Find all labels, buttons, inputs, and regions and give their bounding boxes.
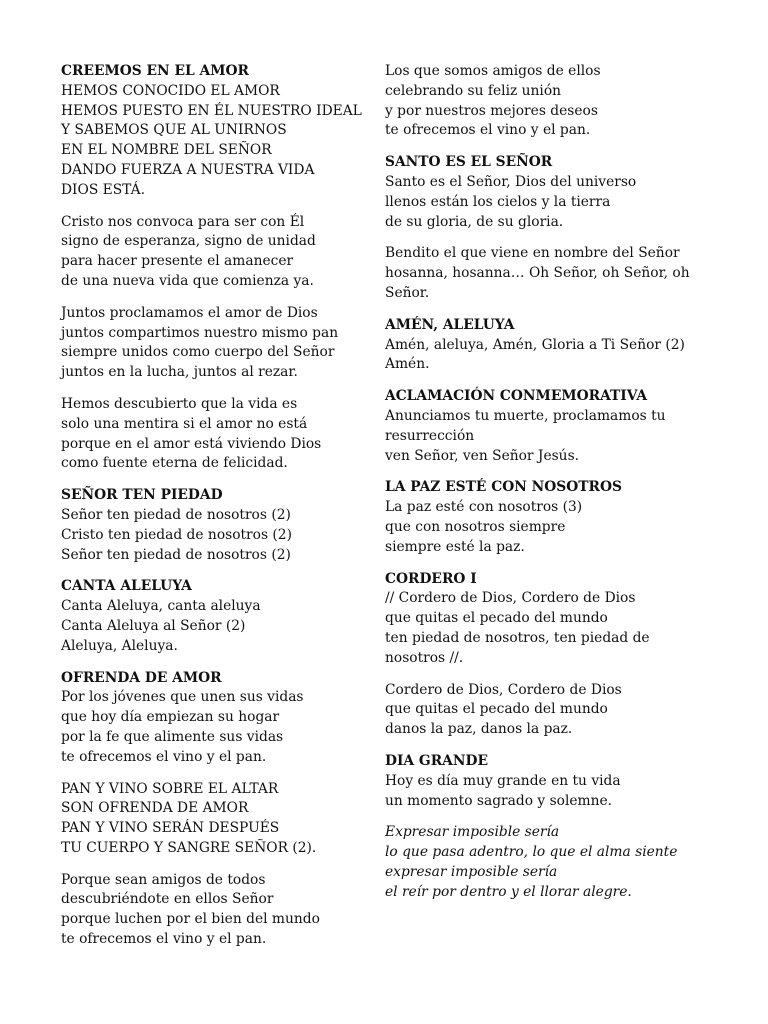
song-title: CREEMOS EN EL AMOR xyxy=(61,63,249,79)
lyric-line: Aleluya, Aleluya. xyxy=(61,637,178,654)
lyric-line: PAN Y VINO SERÁN DESPUÉS xyxy=(61,820,280,837)
song-block xyxy=(385,316,685,375)
lyric-line: Señor ten piedad de nosotros (2) xyxy=(61,506,291,523)
lyric-line: Canta Aleluya al Señor (2) xyxy=(61,617,246,634)
lyric-line: Expresar imposible sería xyxy=(385,824,560,841)
song-block xyxy=(61,62,371,201)
song-title: LA PAZ ESTÉ CON NOSOTROS xyxy=(385,479,622,496)
lyric-line: Hoy es día muy grande en tu vida xyxy=(385,772,621,789)
lyric-line: Cristo nos convoca para ser con Él xyxy=(61,213,305,230)
lyric-line: lo que pasa adentro, lo que el alma siente xyxy=(385,844,678,861)
lyric-line: La paz esté con nosotros (3) xyxy=(385,499,583,516)
song-block xyxy=(61,780,371,859)
lyric-line: Juntos proclamamos el amor de Dios xyxy=(61,304,318,321)
lyric-line: que con nosotros siempre xyxy=(385,518,566,535)
lyric-line: llenos están los cielos y la tierra xyxy=(385,193,611,210)
song-block xyxy=(61,213,371,292)
song-title: CORDERO I xyxy=(385,570,477,587)
song-block xyxy=(385,570,685,669)
song-block xyxy=(385,823,685,902)
lyric-line: EN EL NOMBRE DEL SEÑOR xyxy=(61,142,272,159)
lyric-line: Cordero de Dios, Cordero de Dios xyxy=(385,681,622,698)
left-column xyxy=(61,62,371,962)
lyric-line: te ofrecemos el vino y el pan. xyxy=(61,748,267,765)
lyric-line: porque luchen por el bien del mundo xyxy=(61,911,320,928)
lyric-line: y por nuestros mejores deseos xyxy=(385,102,598,119)
song-block xyxy=(385,752,685,811)
lyric-line: hosanna, hosanna… Oh Señor, oh Señor, oh xyxy=(385,265,690,282)
lyric-line: Hemos descubierto que la vida es xyxy=(61,395,298,412)
lyric-line: como fuente eterna de felicidad. xyxy=(61,455,288,472)
lyric-line: por la fe que alimente sus vidas xyxy=(61,728,284,745)
lyric-line: HEMOS CONOCIDO EL AMOR xyxy=(61,82,280,99)
song-title: SANTO ES EL SEÑOR xyxy=(385,154,553,171)
song-block xyxy=(61,395,371,474)
song-block xyxy=(385,62,685,141)
lyric-line: Amén. xyxy=(385,356,430,373)
lyric-line: Porque sean amigos de todos xyxy=(61,871,266,888)
lyric-line: un momento sagrado y solemne. xyxy=(385,792,613,809)
song-title: DIA GRANDE xyxy=(385,752,488,769)
lyric-line: de una nueva vida que comienza ya. xyxy=(61,272,314,289)
song-title: ACLAMACIÓN CONMEMORATIVA xyxy=(385,388,648,405)
lyric-line: Santo es el Señor, Dios del universo xyxy=(385,173,637,190)
lyric-line: Y SABEMOS QUE AL UNIRNOS xyxy=(61,122,287,139)
song-block xyxy=(385,244,690,303)
lyric-line: Anunciamos tu muerte, proclamamos tu xyxy=(385,407,666,424)
lyric-line: nosotros //. xyxy=(385,649,464,666)
song-title: OFRENDA DE AMOR xyxy=(61,669,222,686)
lyric-line: Cristo ten piedad de nosotros (2) xyxy=(61,526,292,543)
lyric-line: Señor ten piedad de nosotros (2) xyxy=(61,546,291,563)
song-title: SEÑOR TEN PIEDAD xyxy=(61,487,223,504)
lyric-line: SON OFRENDA DE AMOR xyxy=(61,800,249,817)
song-block xyxy=(61,304,371,383)
lyric-line: te ofrecemos el vino y el pan. xyxy=(385,122,591,139)
song-block xyxy=(61,871,371,950)
lyric-line: PAN Y VINO SOBRE EL ALTAR xyxy=(61,780,279,797)
lyric-line: porque en el amor está viviendo Dios xyxy=(61,435,322,452)
lyric-line: que quitas el pecado del mundo xyxy=(385,610,608,627)
lyric-line: Los que somos amigos de ellos xyxy=(385,63,601,79)
lyric-line: resurrección xyxy=(385,427,475,444)
song-block xyxy=(385,681,685,740)
song-block xyxy=(61,486,371,565)
lyric-line: HEMOS PUESTO EN ÉL NUESTRO IDEAL xyxy=(61,102,362,119)
song-block xyxy=(61,669,371,768)
lyric-line: siempre esté la paz. xyxy=(385,538,525,555)
song-block xyxy=(385,478,685,557)
lyric-line: // Cordero de Dios, Cordero de Dios xyxy=(385,590,636,607)
lyric-line: te ofrecemos el vino y el pan. xyxy=(61,931,267,948)
lyric-line: DANDO FUERZA A NUESTRA VIDA xyxy=(61,161,315,178)
lyric-line: juntos compartimos nuestro mismo pan xyxy=(61,324,339,341)
lyric-line: que hoy día empiezan su hogar xyxy=(61,709,280,726)
lyric-line: ten piedad de nosotros, ten piedad de xyxy=(385,629,650,646)
song-block xyxy=(385,153,685,232)
lyric-line: siempre unidos como cuerpo del Señor xyxy=(61,344,335,361)
lyric-line: para hacer presente el amanecer xyxy=(61,253,294,270)
lyric-line: celebrando su feliz unión xyxy=(385,82,562,99)
lyric-line: Bendito el que viene en nombre del Señor xyxy=(385,245,680,262)
lyric-line: el reír por dentro y el llorar alegre. xyxy=(385,883,632,900)
song-block xyxy=(385,387,685,466)
song-block xyxy=(61,577,371,656)
song-title: CANTA ALELUYA xyxy=(61,578,192,595)
right-column xyxy=(385,62,690,914)
lyric-line: TU CUERPO Y SANGRE SEÑOR (2). xyxy=(61,839,317,856)
lyric-line: expresar imposible sería xyxy=(385,863,558,880)
lyric-line: que quitas el pecado del mundo xyxy=(385,701,608,718)
lyric-line: signo de esperanza, signo de unidad xyxy=(61,233,316,250)
lyric-line: ven Señor, ven Señor Jesús. xyxy=(385,447,580,464)
lyric-line: Señor. xyxy=(385,284,430,301)
lyric-line: juntos en la lucha, juntos al rezar. xyxy=(61,364,298,381)
lyric-line: descubriéndote en ellos Señor xyxy=(61,891,274,908)
lyric-line: danos la paz, danos la paz. xyxy=(385,721,573,738)
lyric-line: de su gloria, de su gloria. xyxy=(385,213,564,230)
lyric-line: Por los jóvenes que unen sus vidas xyxy=(61,689,304,706)
lyric-line: Amén, aleluya, Amén, Gloria a Ti Señor (2) xyxy=(385,336,685,353)
song-title: AMÉN, ALELUYA xyxy=(385,316,515,333)
lyric-line: Canta Aleluya, canta aleluya xyxy=(61,598,261,615)
lyric-line: solo una mentira si el amor no está xyxy=(61,415,308,432)
lyric-line: DIOS ESTÁ. xyxy=(61,181,145,198)
